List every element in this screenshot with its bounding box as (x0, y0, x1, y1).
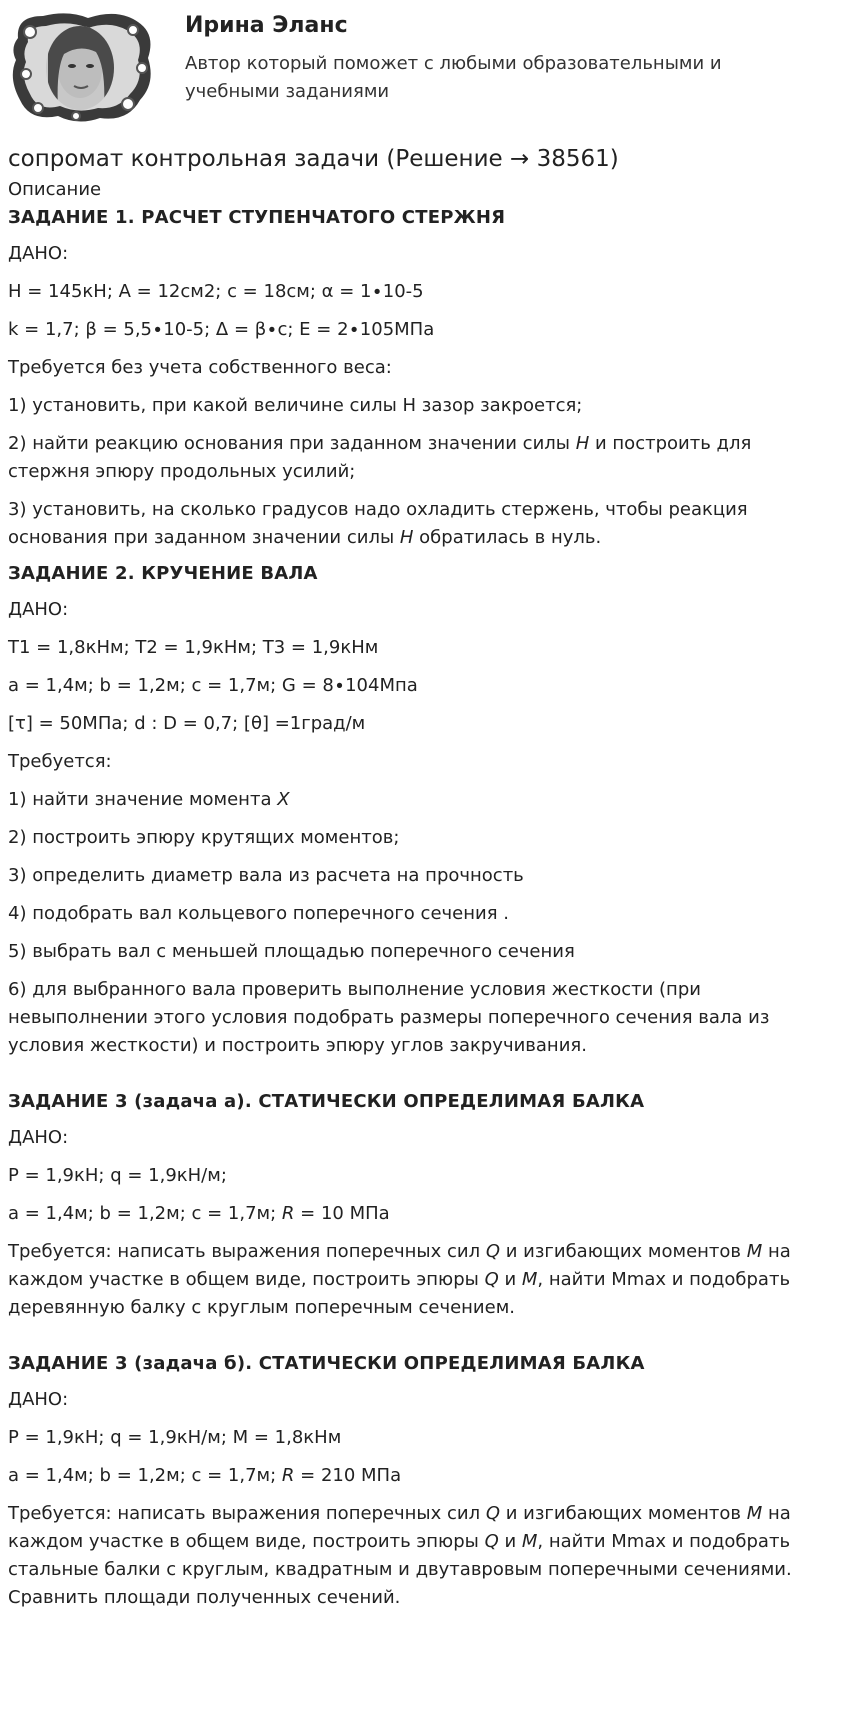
description-label: Описание (8, 179, 102, 200)
variable-q: Q (484, 1269, 499, 1290)
task-1 (8, 204, 838, 552)
task-2-given-label: ДАНО: (8, 599, 69, 620)
task-2-requirement-6: 6) для выбранного вала проверить выполнение условия жесткости (при невыполнении этого условия подобрать размеры поперечного сечения вала из условия жесткости) и построить эпюру углов закручивания. (8, 979, 770, 1056)
task-3b-requirement (8, 1500, 838, 1612)
task-1-requirement-2 (8, 430, 838, 486)
task-2-given-line-1: T1 = 1,8кНм; T2 = 1,9кНм; T3 = 1,9кНм (8, 637, 379, 658)
task-3a (8, 1088, 838, 1322)
text-part: Требуется: написать выражения поперечных сил (8, 1503, 486, 1524)
task-2-requirement-2: 2) построить эпюру крутящих моментов; (8, 827, 400, 848)
variable-q: Q (484, 1531, 499, 1552)
task-2-requirement-3: 3) определить диаметр вала из расчета на прочность (8, 865, 524, 886)
task-3b-given-label: ДАНО: (8, 1389, 69, 1410)
task-2-given-line-2: a = 1,4м; b = 1,2м; c = 1,7м; G = 8∙104Мпа (8, 675, 418, 696)
author-description: Автор который поможет с любыми образовательными и учебными заданиями (185, 53, 722, 102)
task-3b-given-line-1: P = 1,9кН; q = 1,9кН/м; M = 1,8кНм (8, 1427, 342, 1448)
task-3b (8, 1350, 838, 1612)
task-1-given-label: ДАНО: (8, 243, 69, 264)
task-1-requirement-1: 1) установить, при какой величине силы H зазор закроется; (8, 395, 583, 416)
author-name[interactable]: Ирина Эланс (185, 13, 348, 38)
author-card (8, 8, 838, 128)
variable-m: M (521, 1531, 538, 1552)
text-part: , найти Mmax и подобрать деревянную балку с круглым поперечным сечением. (8, 1269, 791, 1318)
task-2-requirement-5: 5) выбрать вал с меньшей площадью поперечного сечения (8, 941, 575, 962)
variable-m: M (746, 1241, 763, 1262)
task-3a-title: ЗАДАНИЕ 3 (задача а). СТАТИЧЕСКИ ОПРЕДЕЛИМАЯ БАЛКА (8, 1091, 645, 1112)
variable-r: R (281, 1203, 295, 1224)
text-part: 3) установить, на сколько градусов надо охладить стержень, чтобы реакция основания при заданном значении силы (8, 499, 748, 548)
text-part: на каждом участке в общем виде, построить эпюры (8, 1241, 791, 1290)
variable-x: X (277, 789, 290, 810)
variable-h: H (575, 433, 590, 454)
text-part: на каждом участке в общем виде, построить эпюры (8, 1503, 791, 1552)
task-1-required-label: Требуется без учета собственного веса: (8, 357, 392, 378)
task-3a-given-line-1: P = 1,9кН; q = 1,9кН/м; (8, 1165, 227, 1186)
text-part: = 10 МПа (294, 1203, 390, 1224)
text-part: Требуется: написать выражения поперечных сил (8, 1241, 486, 1262)
text-part: 1) найти значение момента (8, 789, 278, 810)
variable-m: M (746, 1503, 763, 1524)
task-1-given-line-1: H = 145кН; A = 12см2; c = 18см; α = 1∙10-5 (8, 281, 424, 302)
task-3a-given-label: ДАНО: (8, 1127, 69, 1148)
author-avatar[interactable] (8, 8, 156, 126)
task-2-required-label: Требуется: (8, 751, 112, 772)
text-part: и (498, 1531, 522, 1552)
main-content (8, 142, 838, 1612)
task-1-given-line-2: k = 1,7; β = 5,5∙10-5; Δ = β∙c; E = 2∙105МПа (8, 319, 435, 340)
text-part: и построить для стержня эпюру продольных усилий; (8, 433, 752, 482)
variable-q: Q (485, 1241, 501, 1262)
task-2-title: ЗАДАНИЕ 2. КРУЧЕНИЕ ВАЛА (8, 563, 318, 584)
task-3b-title: ЗАДАНИЕ 3 (задача б). СТАТИЧЕСКИ ОПРЕДЕЛИМАЯ БАЛКА (8, 1353, 645, 1374)
text-part: a = 1,4м; b = 1,2м; c = 1,7м; (8, 1465, 282, 1486)
task-1-requirement-3 (8, 496, 838, 552)
text-part: , найти Mmax и подобрать стальные балки с круглым, квадратным и двутавровым поперечными сечениями. Сравнить площади полученных сечений. (8, 1531, 792, 1608)
text-part: и изгибающих моментов (500, 1241, 747, 1262)
task-3a-given-line-2 (8, 1200, 838, 1228)
task-1-title: ЗАДАНИЕ 1. РАСЧЕТ СТУПЕНЧАТОГО СТЕРЖНЯ (8, 207, 506, 228)
task-3b-given-line-2 (8, 1462, 838, 1490)
text-part: и изгибающих моментов (500, 1503, 747, 1524)
text-part: 2) найти реакцию основания при заданном значении силы (8, 433, 576, 454)
variable-q: Q (485, 1503, 501, 1524)
text-part: = 210 МПа (294, 1465, 402, 1486)
text-part: и (498, 1269, 522, 1290)
task-2-requirement-1 (8, 786, 838, 814)
variable-r: R (281, 1465, 295, 1486)
page-title: сопромат контрольная задачи (Решение → 38561) (8, 146, 619, 172)
text-part: обратилась в нуль. (413, 527, 602, 548)
task-2-requirement-4: 4) подобрать вал кольцевого поперечного сечения . (8, 903, 509, 924)
variable-h: H (399, 527, 414, 548)
task-2 (8, 560, 838, 1060)
variable-m: M (521, 1269, 538, 1290)
text-part: a = 1,4м; b = 1,2м; c = 1,7м; (8, 1203, 282, 1224)
task-2-given-line-3: [τ] = 50МПа; d : D = 0,7; [θ] =1град/м (8, 713, 366, 734)
task-3a-requirement (8, 1238, 838, 1322)
